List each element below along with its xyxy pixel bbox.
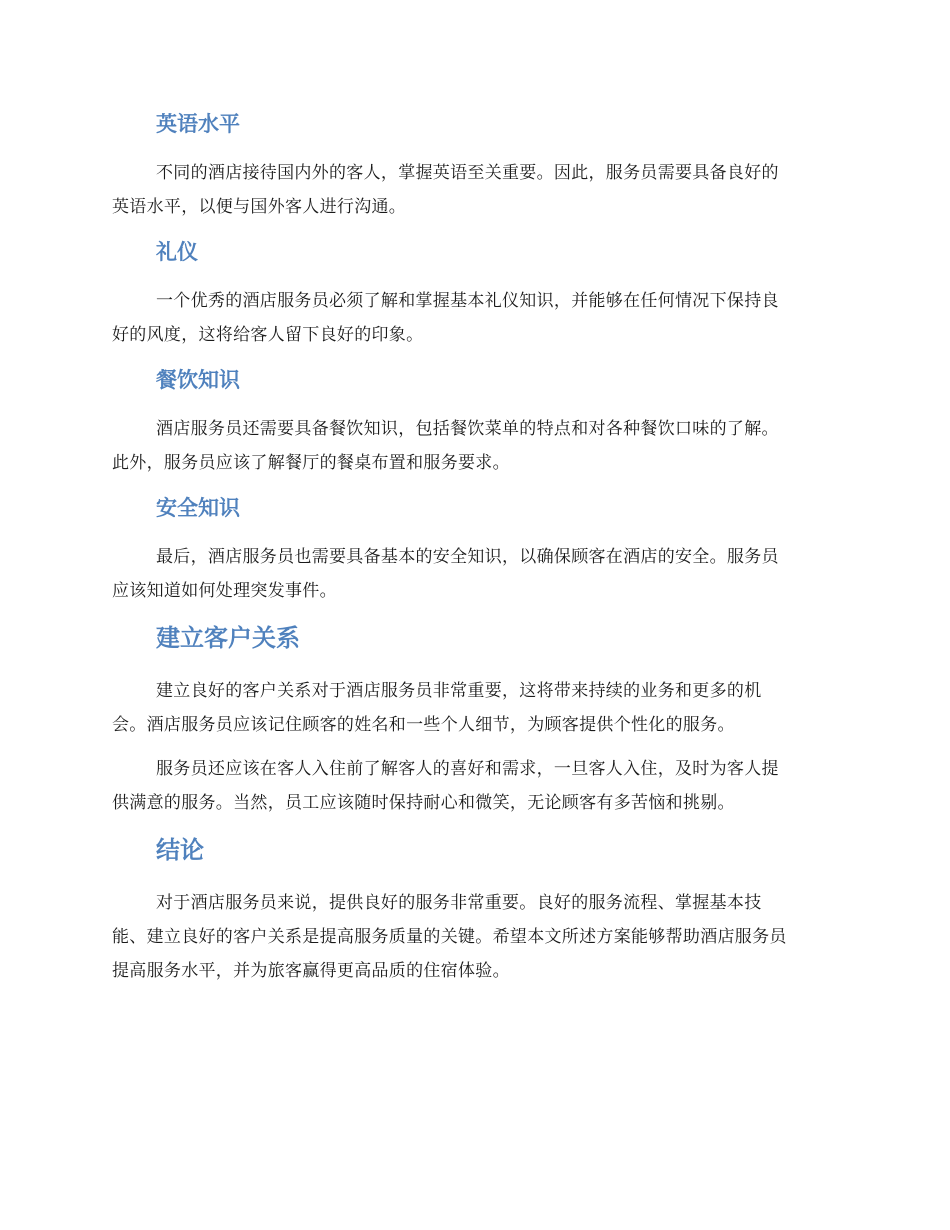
paragraph-line: 建立良好的客户关系对于酒店服务员非常重要，这将带来持续的业务和更多的机 [156,681,762,701]
paragraph-safety [112,540,842,608]
section-heading-conclusion: 结论 [156,836,204,864]
paragraph-line: 此外，服务员应该了解餐厅的餐桌布置和服务要求。 [112,453,510,473]
paragraph-line: 能、建立良好的客户关系是提高服务质量的关键。希望本文所述方案能够帮助酒店服务员 [112,927,787,947]
paragraph-line: 不同的酒店接待国内外的客人，掌握英语至关重要。因此，服务员需要具备良好的 [156,163,779,183]
section-heading-etiquette: 礼仪 [156,240,198,264]
paragraph-line: 会。酒店服务员应该记住顾客的姓名和一些个人细节，为顾客提供个性化的服务。 [112,715,735,735]
paragraph-line: 供满意的服务。当然，员工应该随时保持耐心和微笑，无论顾客有多苦恼和挑剔。 [112,793,735,813]
paragraph-line: 英语水平，以便与国外客人进行沟通。 [112,197,407,217]
section-heading-safety: 安全知识 [156,496,240,520]
paragraph-conclusion [112,886,842,988]
paragraph-line: 服务员还应该在客人入住前了解客人的喜好和需求，一旦客人入住，及时为客人提 [156,759,779,779]
paragraph-line: 最后，酒店服务员也需要具备基本的安全知识，以确保顾客在酒店的安全。服务员 [156,547,779,567]
section-heading-customer-relations: 建立客户关系 [156,624,300,652]
paragraph-line: 一个优秀的酒店服务员必须了解和掌握基本礼仪知识，并能够在任何情况下保持良 [156,291,779,311]
paragraph-line: 酒店服务员还需要具备餐饮知识，包括餐饮菜单的特点和对各种餐饮口味的了解。 [156,419,779,439]
paragraph-english [112,156,842,224]
paragraph-line: 对于酒店服务员来说，提供良好的服务非常重要。良好的服务流程、掌握基本技 [156,893,762,913]
paragraph-customer-relations-1 [112,674,842,742]
paragraph-line: 提高服务水平，并为旅客赢得更高品质的住宿体验。 [112,961,510,981]
section-heading-english: 英语水平 [156,112,240,136]
paragraph-line: 应该知道如何处理突发事件。 [112,581,337,601]
section-heading-catering: 餐饮知识 [156,368,240,392]
paragraph-catering [112,412,842,480]
paragraph-line: 好的风度，这将给客人留下良好的印象。 [112,325,424,345]
paragraph-etiquette [112,284,842,352]
paragraph-customer-relations-2 [112,752,842,820]
